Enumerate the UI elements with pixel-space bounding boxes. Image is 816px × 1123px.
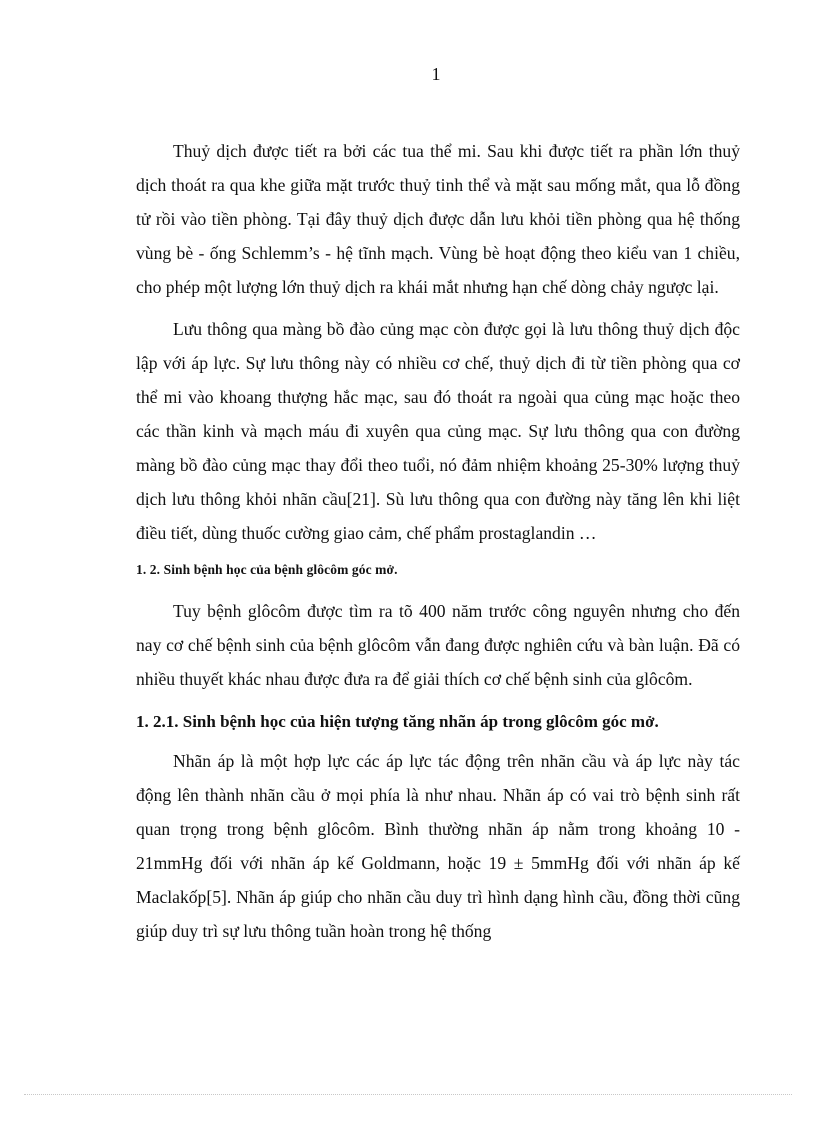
paragraph-uveoscleral-outflow: Lưu thông qua màng bồ đào củng mạc còn được gọi là lưu thông thuỷ dịch độc lập với áp lực. Sự lưu thông này có nhiều cơ chế, thuỷ dịch đi từ tiền phòng qua cơ thể mi vào khoang thượng hắc mạc, sau đó thoát ra ngoài qua củng mạc hoặc theo các thần kinh và mạch máu đi xuyên qua củng mạc. Sự lưu thông qua con đường màng bồ đào củng mạc thay đổi theo tuổi, nó đảm nhiệm khoảng 25-30% lượng thuỷ dịch lưu thông khỏi nhãn cầu[21]. Sù lưu thông qua con đường này tăng lên khi liệt điều tiết, dùng thuốc cường giao cảm, chế phẩm prostaglandin … — [136, 319, 740, 543]
page-number: 1 — [431, 64, 441, 84]
page-bottom-divider — [24, 1094, 792, 1095]
document-body — [136, 134, 740, 948]
section-heading-1-2-1: 1. 2.1. Sinh bệnh học của hiện tượng tăng nhãn áp trong glôcôm góc mở. — [136, 712, 659, 731]
paragraph-aqueous-secretion: Thuỷ dịch được tiết ra bởi các tua thể mi. Sau khi được tiết ra phần lớn thuỷ dịch thoát ra qua khe giữa mặt trước thuỷ tinh thể và mặt sau mống mắt, qua lỗ đồng tử rồi vào tiền phòng. Tại đây thuỷ dịch được dẫn lưu khỏi tiền phòng qua hệ thống vùng bè - ống Schlemm’s - hệ tĩnh mạch. Vùng bè hoạt động theo kiểu van 1 chiều, cho phép một lượng lớn thuỷ dịch ra khái mắt nhưng hạn chế dòng chảy ngược lại. — [136, 141, 740, 297]
paragraph-glaucoma-history: Tuy bệnh glôcôm được tìm ra tõ 400 năm trước công nguyên nhưng cho đến nay cơ chế bệnh sinh của bệnh glôcôm vẫn đang được nghiên cứu và bàn luận. Đã có nhiều thuyết khác nhau được đưa ra để giải thích cơ chế bệnh sinh của glôcôm. — [136, 601, 740, 689]
paragraph-intraocular-pressure: Nhãn áp là một hợp lực các áp lực tác động trên nhãn cầu và áp lực này tác động lên thành nhãn cầu ở mọi phía là như nhau. Nhãn áp có vai trò bệnh sinh rất quan trọng trong bệnh glôcôm. Bình thường nhãn áp nằm trong khoảng 10 - 21mmHg đối với nhãn áp kế Goldmann, hoặc 19 ± 5mmHg đối với nhãn áp kế Maclakốp[5]. Nhãn áp giúp cho nhãn cầu duy trì hình dạng hình cầu, đồng thời cũng giúp duy trì sự lưu thông tuần hoàn trong hệ thống — [136, 751, 740, 941]
section-heading-1-2: 1. 2. Sinh bệnh học của bệnh glôcôm góc mở. — [136, 562, 398, 577]
